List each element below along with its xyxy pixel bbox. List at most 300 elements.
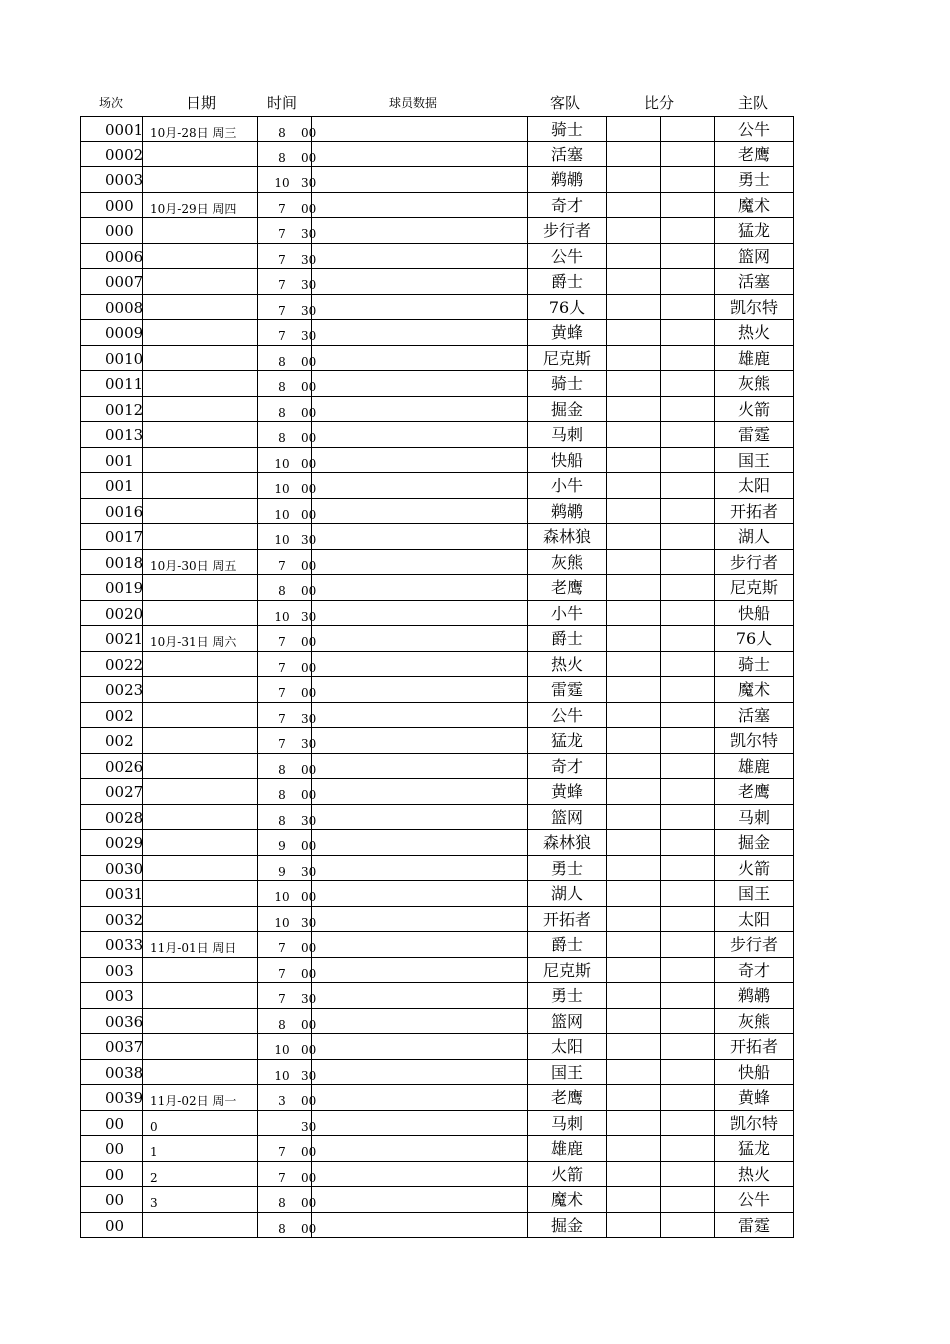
minute-cell: 30	[301, 1068, 317, 1083]
home-team-cell: 魔术	[737, 680, 770, 699]
match-number-cell: 0033	[105, 936, 144, 954]
match-number-cell: 0020	[105, 604, 144, 623]
home-team-cell: 国王	[737, 450, 770, 470]
away-team-cell: 黄蜂	[550, 323, 583, 342]
table-row	[80, 728, 794, 754]
hour-cell: 7	[278, 329, 286, 343]
away-team-cell: 小牛	[550, 476, 583, 495]
cell-divider	[660, 422, 661, 447]
away-team-cell: 开拓者	[542, 909, 591, 929]
date-cell	[150, 167, 260, 192]
minute-cell: 00	[301, 788, 317, 802]
table-row	[80, 473, 794, 499]
cell-divider	[80, 1213, 81, 1238]
match-number-cell: 0019	[105, 579, 144, 597]
match-number-cell: 00	[105, 1191, 125, 1209]
cell-divider	[660, 295, 661, 320]
table-row	[80, 116, 794, 142]
cell-divider	[660, 346, 661, 371]
table-row	[80, 677, 794, 703]
away-team-cell: 灰熊	[550, 552, 583, 572]
table-row	[80, 1009, 794, 1035]
match-number-cell: 00	[105, 1165, 125, 1184]
minute-cell: 00	[301, 660, 317, 675]
date-cell	[150, 830, 260, 855]
away-team-cell: 雷霆	[550, 680, 583, 699]
home-team-cell: 活塞	[737, 705, 770, 725]
minute-cell: 30	[301, 609, 317, 624]
away-team-cell: 尼克斯	[542, 960, 591, 980]
minute-cell: 00	[301, 482, 317, 496]
away-team-cell: 魔术	[550, 1190, 583, 1209]
home-team-cell: 灰熊	[737, 1011, 770, 1031]
home-team-cell: 公牛	[737, 1190, 770, 1209]
minute-cell: 00	[301, 890, 317, 904]
table-row	[80, 779, 794, 805]
table-row	[80, 422, 794, 448]
hour-cell: 8	[278, 354, 286, 369]
cell-divider	[80, 320, 81, 345]
away-team-cell: 鹈鹕	[550, 501, 583, 521]
table-row	[80, 1136, 794, 1162]
minute-cell: 00	[301, 558, 317, 573]
cell-divider	[660, 575, 661, 600]
cell-divider	[80, 1034, 81, 1059]
hour-cell: 7	[278, 227, 286, 241]
cell-divider	[80, 626, 81, 651]
away-team-cell: 骑士	[550, 120, 583, 139]
cell-divider	[80, 193, 81, 218]
hour-cell: 7	[278, 1145, 286, 1159]
cell-divider	[660, 881, 661, 906]
home-team-cell: 雄鹿	[737, 756, 770, 776]
table-row	[80, 244, 794, 270]
table-row	[80, 907, 794, 933]
date-cell	[150, 983, 260, 1008]
match-number-cell: 0023	[105, 681, 144, 699]
home-team-cell: 国王	[737, 884, 770, 903]
away-team-cell: 爵士	[550, 629, 583, 648]
match-number-cell: 0011	[105, 375, 144, 393]
minute-cell: 00	[301, 762, 317, 777]
cell-divider	[80, 142, 81, 167]
table-row	[80, 371, 794, 397]
minute-cell: 00	[301, 635, 317, 649]
cell-divider	[660, 703, 661, 728]
match-number-cell: 003	[105, 961, 134, 980]
minute-cell: 30	[301, 533, 317, 547]
away-team-cell: 马刺	[550, 425, 583, 444]
home-team-cell: 猛龙	[737, 1139, 770, 1158]
match-number-cell: 0029	[105, 834, 144, 852]
hour-cell: 7	[278, 558, 286, 573]
match-number-cell: 001	[105, 477, 134, 495]
match-number-cell: 0006	[105, 247, 144, 266]
home-team-cell: 灰熊	[737, 374, 770, 393]
home-team-cell: 老鹰	[737, 144, 770, 164]
minute-cell: 00	[301, 201, 317, 216]
home-team-cell: 快船	[737, 1062, 770, 1082]
minute-cell: 00	[301, 380, 317, 394]
home-team-cell: 湖人	[737, 527, 770, 546]
cell-divider	[80, 218, 81, 243]
cell-divider	[80, 728, 81, 753]
minute-cell: 30	[301, 915, 317, 930]
cell-divider	[660, 448, 661, 473]
date-cell	[150, 907, 260, 932]
away-team-cell: 公牛	[550, 705, 583, 725]
date-cell: 2	[150, 1170, 158, 1185]
cell-divider	[80, 677, 81, 702]
away-team-cell: 鹈鹕	[550, 170, 583, 189]
minute-cell: 00	[301, 1017, 317, 1032]
date-cell	[150, 703, 260, 728]
home-team-cell: 凯尔特	[729, 731, 778, 750]
hour-cell: 7	[278, 941, 286, 955]
match-number-cell: 00	[105, 1140, 125, 1158]
match-number-cell: 0001	[105, 121, 144, 139]
away-team-cell: 奇才	[550, 756, 583, 776]
table-row	[80, 448, 794, 474]
cell-divider	[660, 142, 661, 167]
minute-cell: 30	[301, 864, 317, 879]
minute-cell: 30	[301, 278, 317, 292]
table-row	[80, 983, 794, 1009]
home-team-cell: 魔术	[737, 195, 770, 215]
date-cell	[150, 244, 260, 269]
hour-cell: 7	[278, 252, 286, 267]
hour-cell: 7	[278, 711, 286, 726]
home-team-cell: 活塞	[737, 272, 770, 291]
minute-cell: 00	[301, 456, 317, 471]
table-row	[80, 524, 794, 550]
table-row	[80, 958, 794, 984]
date-cell	[150, 346, 260, 371]
date-cell	[150, 218, 260, 243]
minute-cell: 30	[301, 176, 317, 190]
away-team-cell: 公牛	[550, 246, 583, 266]
match-number-cell: 0031	[105, 885, 144, 903]
date-cell	[150, 269, 260, 294]
cell-divider	[660, 932, 661, 957]
home-team-cell: 快船	[737, 603, 770, 623]
match-number-cell: 0016	[105, 502, 144, 521]
away-team-cell: 爵士	[550, 272, 583, 291]
table-row	[80, 652, 794, 678]
home-team-cell: 凯尔特	[729, 297, 778, 317]
cell-divider	[80, 754, 81, 779]
header-score: 比分	[644, 94, 675, 112]
table-row	[80, 626, 794, 652]
match-number-cell: 00	[105, 1114, 125, 1133]
date-cell	[150, 473, 260, 498]
cell-divider	[660, 958, 661, 983]
hour-cell: 8	[278, 126, 286, 140]
date-cell	[150, 142, 260, 167]
header-date: 日期	[186, 94, 217, 112]
cell-divider	[660, 1111, 661, 1136]
hour-cell: 8	[278, 150, 286, 165]
cell-divider	[660, 728, 661, 753]
date-cell	[150, 448, 260, 473]
hour-cell: 7	[278, 966, 286, 981]
table-row	[80, 269, 794, 295]
table-row	[80, 1162, 794, 1188]
match-number-cell: 0026	[105, 757, 144, 776]
date-cell: 1	[150, 1145, 158, 1159]
match-number-cell: 0022	[105, 655, 144, 674]
hour-cell: 7	[278, 686, 286, 700]
cell-divider	[660, 1136, 661, 1161]
match-number-cell: 0036	[105, 1012, 144, 1031]
home-team-cell: 雄鹿	[737, 348, 770, 368]
date-cell	[150, 728, 260, 753]
away-team-cell: 尼克斯	[542, 348, 591, 368]
minute-cell: 00	[301, 1221, 317, 1236]
hour-cell: 8	[278, 1017, 286, 1032]
minute-cell: 00	[301, 941, 317, 955]
hour-cell: 7	[278, 303, 286, 318]
date-cell	[150, 856, 260, 881]
cell-divider	[80, 1187, 81, 1212]
table-row	[80, 218, 794, 244]
home-team-cell: 火箭	[737, 858, 770, 878]
match-number-cell: 0038	[105, 1063, 144, 1082]
away-team-cell: 76人	[548, 297, 586, 317]
away-team-cell: 老鹰	[550, 1088, 583, 1107]
cell-divider	[80, 422, 81, 447]
cell-divider	[80, 346, 81, 371]
match-number-cell: 000	[105, 222, 134, 240]
minute-cell: 30	[301, 227, 317, 241]
home-team-cell: 开拓者	[729, 1037, 778, 1056]
home-team-cell: 76人	[735, 629, 773, 648]
hour-cell: 7	[278, 737, 286, 751]
date-cell: 10月-29日 周四	[150, 201, 237, 216]
cell-divider	[660, 499, 661, 524]
away-team-cell: 掘金	[550, 1215, 583, 1235]
date-cell	[150, 1034, 260, 1059]
away-team-cell: 猛龙	[550, 731, 583, 750]
minute-cell: 00	[301, 839, 317, 853]
minute-cell: 00	[301, 126, 317, 140]
hour-cell: 8	[278, 1221, 286, 1236]
date-cell	[150, 1009, 260, 1034]
table-row	[80, 856, 794, 882]
match-number-cell: 0007	[105, 273, 144, 291]
minute-cell: 00	[301, 1196, 317, 1210]
minute-cell: 00	[301, 686, 317, 700]
table-row	[80, 346, 794, 372]
table-row	[80, 805, 794, 831]
date-cell: 10月-28日 周三	[150, 126, 237, 140]
minute-cell: 00	[301, 1094, 317, 1108]
hour-cell: 7	[278, 278, 286, 292]
cell-divider	[80, 830, 81, 855]
match-number-cell: 0032	[105, 910, 144, 929]
cell-divider	[660, 1085, 661, 1110]
match-number-cell: 002	[105, 732, 134, 750]
cell-divider	[80, 1009, 81, 1034]
cell-divider	[80, 473, 81, 498]
away-team-cell: 雄鹿	[550, 1139, 583, 1158]
hour-cell: 7	[278, 1170, 286, 1185]
away-team-cell: 骑士	[550, 374, 583, 393]
home-team-cell: 火箭	[737, 399, 770, 419]
home-team-cell: 马刺	[737, 807, 770, 827]
cell-divider	[80, 907, 81, 932]
match-number-cell: 001	[105, 451, 134, 470]
cell-divider	[660, 550, 661, 575]
cell-divider	[80, 575, 81, 600]
date-cell: 11月-02日 周一	[150, 1094, 237, 1108]
cell-divider	[660, 117, 661, 141]
hour-cell: 9	[278, 864, 286, 879]
cell-divider	[80, 524, 81, 549]
cell-divider	[80, 371, 81, 396]
cell-divider	[660, 524, 661, 549]
cell-divider	[80, 448, 81, 473]
hour-cell: 10	[274, 1068, 290, 1083]
date-cell	[150, 371, 260, 396]
match-number-cell: 003	[105, 987, 134, 1005]
table-row	[80, 601, 794, 627]
hour-cell: 8	[278, 584, 286, 598]
hour-cell: 10	[274, 609, 290, 624]
date-cell	[150, 677, 260, 702]
hour-cell: 3	[278, 1094, 286, 1108]
date-cell	[150, 958, 260, 983]
home-team-cell: 步行者	[729, 552, 778, 572]
table-row	[80, 397, 794, 423]
cell-divider	[660, 830, 661, 855]
date-cell	[150, 652, 260, 677]
match-number-cell: 0028	[105, 808, 144, 827]
minute-cell: 00	[301, 354, 317, 369]
minute-cell: 00	[301, 1145, 317, 1159]
cell-divider	[660, 754, 661, 779]
cell-divider	[660, 652, 661, 677]
schedule-table	[80, 116, 794, 1238]
table-row	[80, 142, 794, 168]
table-row	[80, 575, 794, 601]
match-number-cell: 0018	[105, 553, 144, 572]
table-row	[80, 193, 794, 219]
cell-divider	[80, 1085, 81, 1110]
table-row	[80, 1111, 794, 1137]
home-team-cell: 勇士	[737, 170, 770, 189]
hour-cell: 8	[278, 762, 286, 777]
minute-cell: 00	[301, 966, 317, 981]
table-row	[80, 881, 794, 907]
hour-cell	[270, 1111, 294, 1136]
header-home: 主队	[738, 94, 769, 112]
cell-divider	[80, 983, 81, 1008]
cell-divider	[660, 907, 661, 932]
table-row	[80, 1085, 794, 1111]
hour-cell: 8	[278, 380, 286, 394]
cell-divider	[660, 1009, 661, 1034]
cell-divider	[660, 601, 661, 626]
home-team-cell: 奇才	[737, 960, 770, 980]
date-cell: 10月-31日 周六	[150, 635, 237, 649]
cell-divider	[660, 193, 661, 218]
match-number-cell: 0030	[105, 859, 144, 878]
table-row	[80, 1060, 794, 1086]
minute-cell: 00	[301, 507, 317, 522]
cell-divider	[80, 244, 81, 269]
date-cell	[150, 320, 260, 345]
hour-cell: 7	[278, 201, 286, 216]
home-team-cell: 开拓者	[729, 501, 778, 521]
minute-cell: 30	[301, 711, 317, 726]
table-row	[80, 1187, 794, 1213]
minute-cell: 30	[301, 737, 317, 751]
home-team-cell: 黄蜂	[737, 1088, 770, 1107]
cell-divider	[80, 703, 81, 728]
cell-divider	[80, 397, 81, 422]
header-away: 客队	[550, 94, 581, 112]
table-row	[80, 499, 794, 525]
date-cell: 3	[150, 1196, 158, 1210]
cell-divider	[660, 320, 661, 345]
away-team-cell: 国王	[550, 1062, 583, 1082]
date-cell	[150, 1213, 260, 1238]
date-cell	[150, 754, 260, 779]
cell-divider	[80, 856, 81, 881]
minute-cell: 30	[301, 1119, 317, 1134]
hour-cell: 10	[274, 1043, 290, 1057]
match-number-cell: 0013	[105, 426, 144, 444]
cell-divider	[660, 805, 661, 830]
hour-cell: 8	[278, 431, 286, 445]
match-number-cell: 0039	[105, 1089, 144, 1107]
date-cell	[150, 499, 260, 524]
hour-cell: 8	[278, 1196, 286, 1210]
home-team-cell: 太阳	[737, 909, 770, 929]
cell-divider	[660, 371, 661, 396]
hour-cell: 8	[278, 405, 286, 420]
match-number-cell: 0027	[105, 783, 144, 801]
home-team-cell: 步行者	[729, 935, 778, 954]
home-team-cell: 老鹰	[737, 782, 770, 801]
cell-divider	[660, 1213, 661, 1238]
home-team-cell: 凯尔特	[729, 1113, 778, 1133]
home-team-cell: 雷霆	[737, 425, 770, 444]
cell-divider	[660, 218, 661, 243]
date-cell	[150, 295, 260, 320]
cell-divider	[660, 1060, 661, 1085]
match-number-cell: 0008	[105, 298, 144, 317]
cell-divider	[660, 856, 661, 881]
cell-divider	[80, 958, 81, 983]
home-team-cell: 太阳	[737, 476, 770, 495]
minute-cell: 30	[301, 303, 317, 318]
cell-divider	[660, 244, 661, 269]
date-cell: 11月-01日 周日	[150, 941, 237, 955]
minute-cell: 00	[301, 431, 317, 445]
hour-cell: 10	[274, 890, 290, 904]
away-team-cell: 活塞	[550, 144, 583, 164]
away-team-cell: 湖人	[550, 884, 583, 903]
match-number-cell: 0009	[105, 324, 144, 342]
cell-divider	[80, 499, 81, 524]
match-number-cell: 0012	[105, 400, 144, 419]
cell-divider	[660, 1162, 661, 1187]
home-team-cell: 掘金	[737, 833, 770, 852]
minute-cell: 00	[301, 150, 317, 165]
minute-cell: 30	[301, 992, 317, 1006]
